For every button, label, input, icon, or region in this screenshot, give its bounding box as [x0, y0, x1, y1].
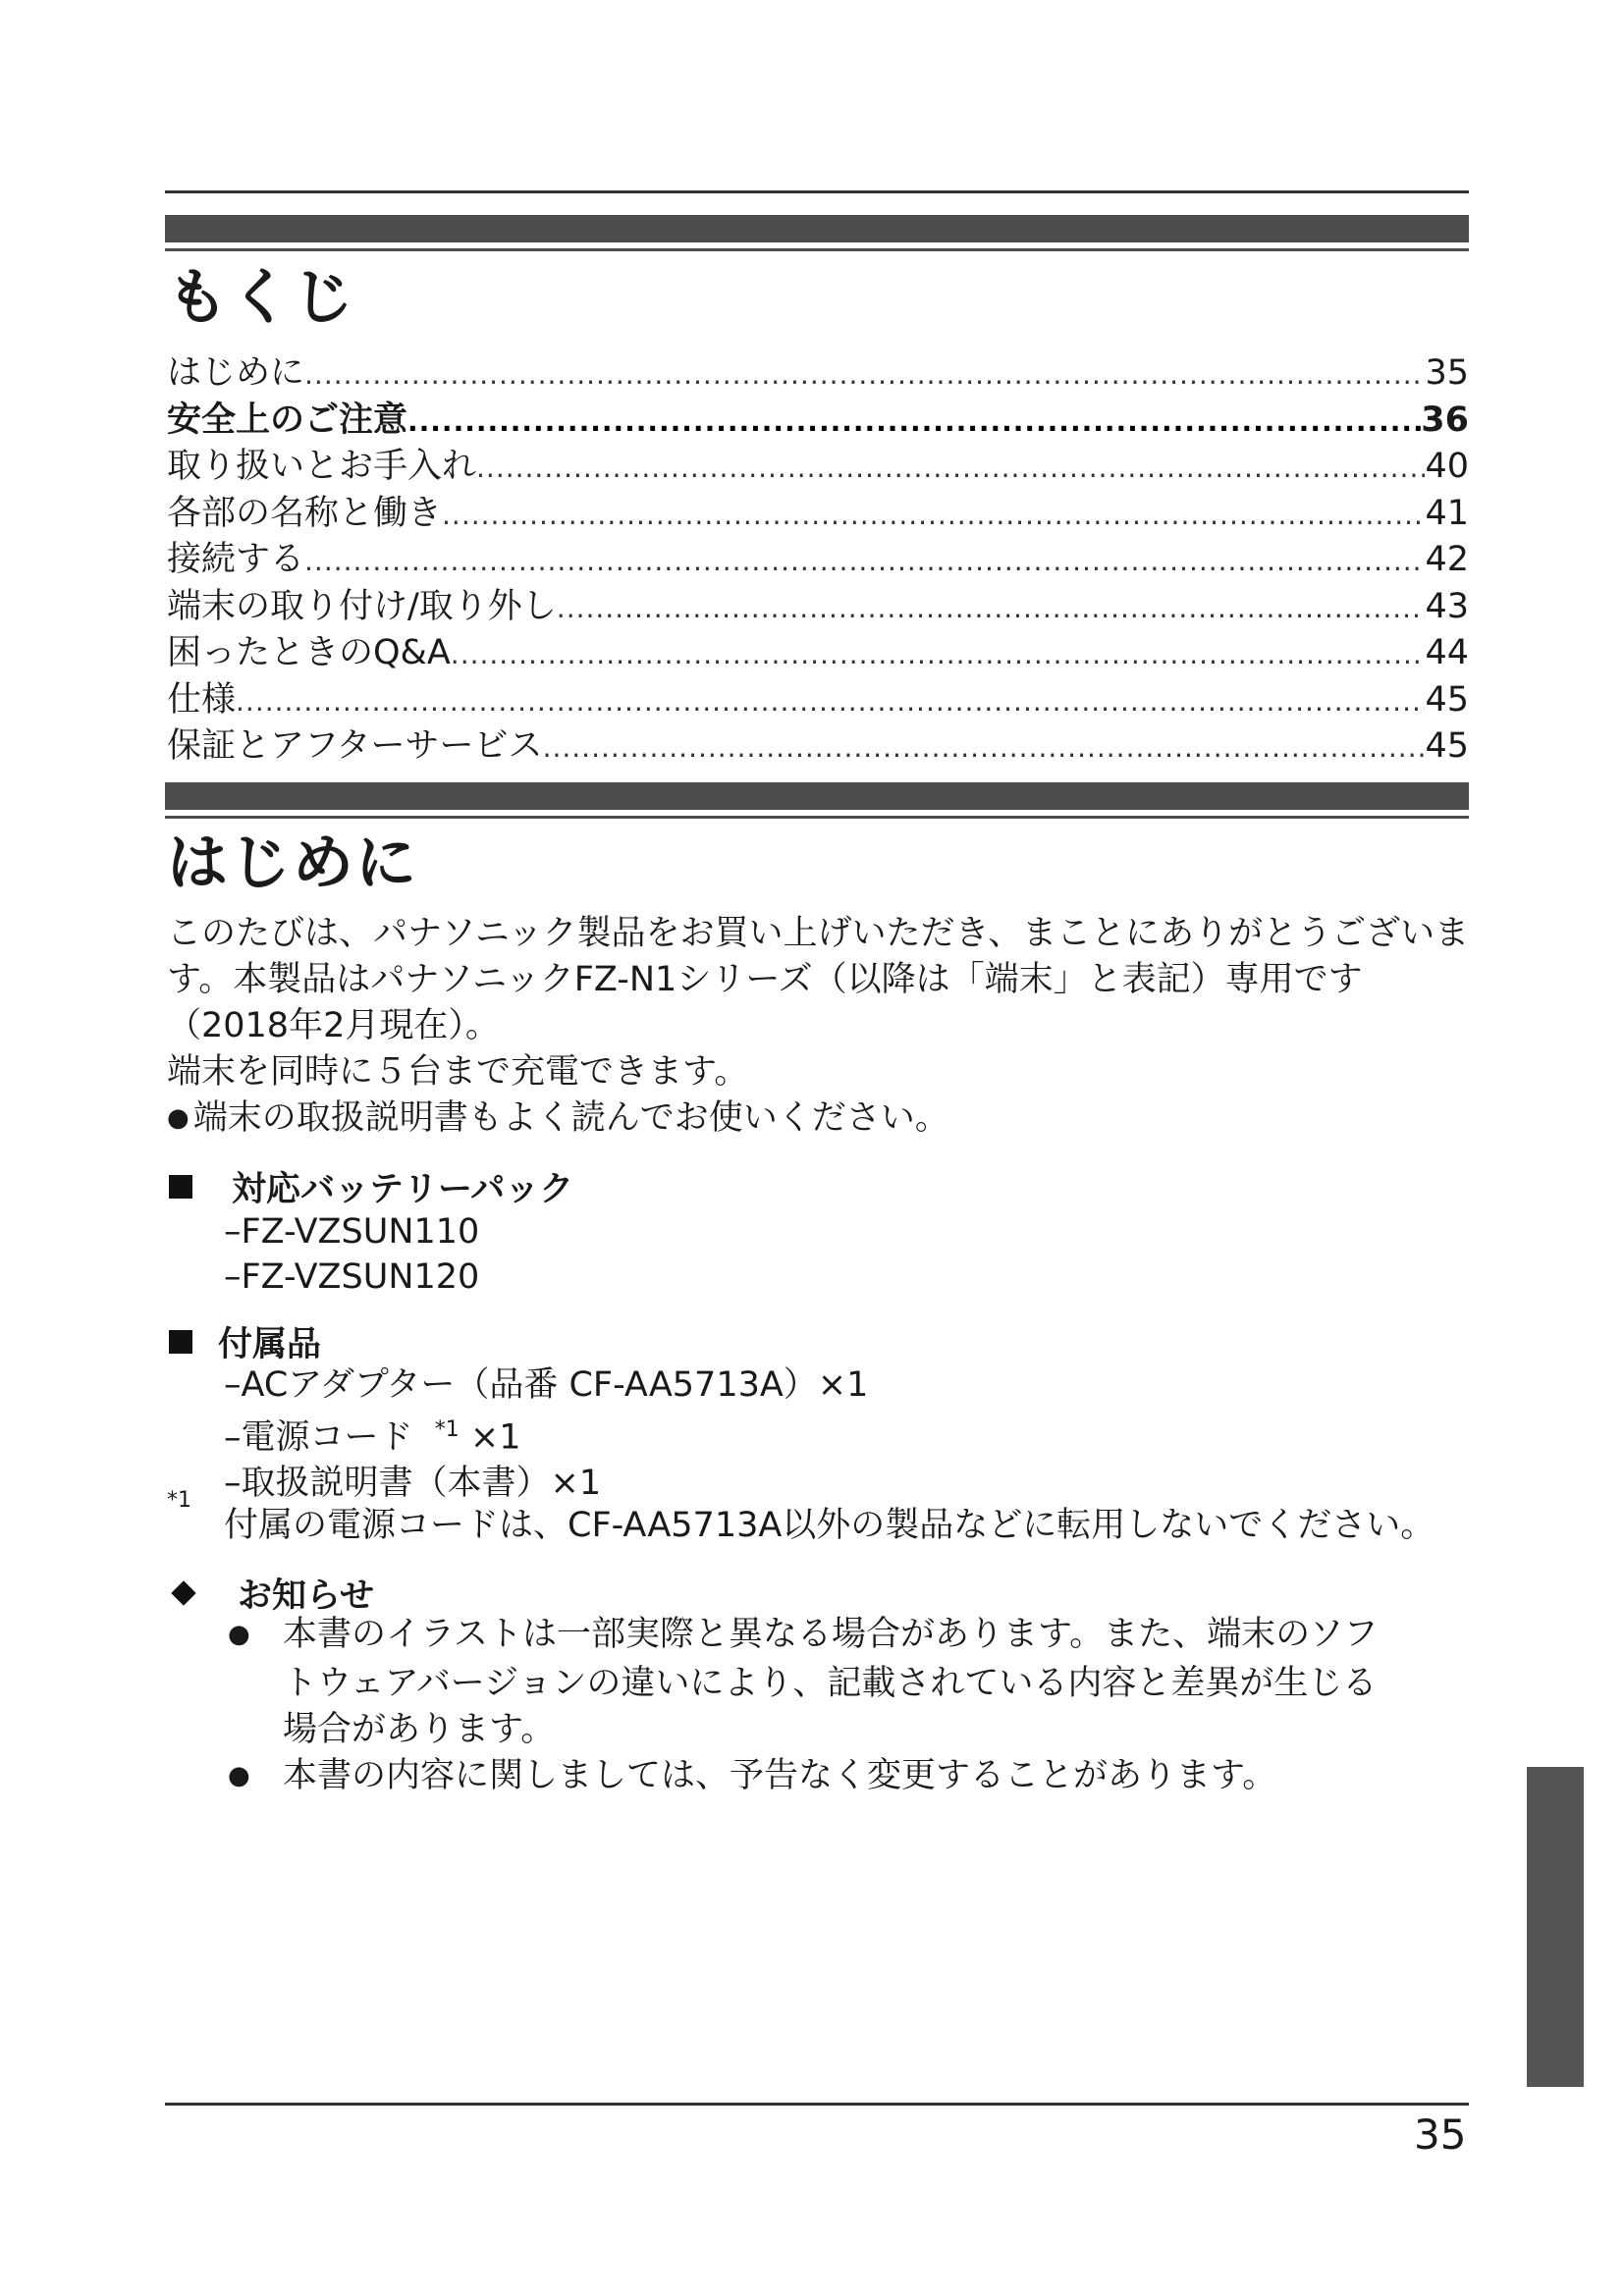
- list-item: ● 本書のイラストは一部実際と異なる場合があります。また、端末のソフ トウェアバージョンの違いにより、記載されている内容と差異が生じる 場合があります。: [228, 1612, 1465, 1753]
- top-rule: [165, 190, 1469, 193]
- list-item: – 電源コード $^{*1}$ ×1: [224, 1408, 868, 1461]
- page-number: 35: [1414, 2110, 1467, 2159]
- toc-entry[interactable]: 取り扱いとお手入れ ..... 40: [167, 439, 1469, 486]
- section-bar-intro: [165, 782, 1469, 810]
- intro-paragraph: 端末を同時に５台まで充電できます。: [167, 1052, 749, 1092]
- section-bar-line-intro: [165, 816, 1469, 819]
- intro-body: [167, 911, 1473, 1145]
- accessories-section-title: 付属品: [169, 1317, 321, 1366]
- toc-entry[interactable]: はじめに ..... 35: [167, 346, 1469, 393]
- toc-entry[interactable]: 各部の名称と働き ..... 41: [167, 486, 1469, 533]
- toc-entry[interactable]: 端末の取り付け/取り外し ..... 43: [167, 579, 1469, 626]
- intro-bullet: ● 端末の取扱説明書もよく読んでお使いください。: [167, 1095, 1473, 1145]
- battery-section-title: 対応バッテリーパック: [169, 1162, 573, 1211]
- toc-entry[interactable]: 接続する ..... 42: [167, 532, 1469, 579]
- notice-list: [228, 1612, 1465, 1802]
- list-item: – FZ-VZSUN110: [224, 1209, 479, 1255]
- battery-list: [224, 1209, 479, 1300]
- toc-title: もくじ: [167, 261, 356, 333]
- square-bullet-icon: [169, 1330, 192, 1354]
- intro-title: はじめに: [167, 827, 419, 898]
- toc-entry[interactable]: 保証とアフターサービス ..... 45: [167, 719, 1469, 766]
- notice-section-title: お知らせ: [169, 1569, 374, 1618]
- toc-entry[interactable]: 困ったときのQ&A ..... 44: [167, 625, 1469, 672]
- table-of-contents: [167, 346, 1469, 766]
- diamond-bullet-icon: [171, 1580, 195, 1605]
- section-bar-toc: [165, 215, 1469, 242]
- toc-entry[interactable]: 安全上のご注意 ..... 36: [167, 393, 1469, 440]
- square-bullet-icon: [169, 1175, 192, 1199]
- list-item: – 取扱説明書（本書）×1: [224, 1461, 868, 1506]
- footnote: *1 付属の電源コードは、CF-AA5713A以外の製品などに転用しないでください。: [167, 1488, 1435, 1545]
- list-item: – ACアダプター（品番 CF-AA5713A）×1: [224, 1362, 868, 1408]
- list-item: – FZ-VZSUN120: [224, 1255, 479, 1300]
- list-item: ● 本書の内容に関しましては、予告なく変更することがあります。: [228, 1753, 1465, 1802]
- accessories-list: [224, 1362, 868, 1506]
- bottom-rule: [165, 2103, 1469, 2106]
- section-bar-line-toc: [165, 248, 1469, 251]
- intro-paragraph: このたびは、パナソニック製品をお買い上げいただき、まことにありがとうございます。本製品はパナソニックFZ-N1シリーズ（以降は「端末」と表記）専用です（2018年2月現在）。: [167, 914, 1470, 1045]
- toc-entry[interactable]: 仕様 ..... 45: [167, 672, 1469, 720]
- thumb-index-tab: [1527, 1767, 1584, 2087]
